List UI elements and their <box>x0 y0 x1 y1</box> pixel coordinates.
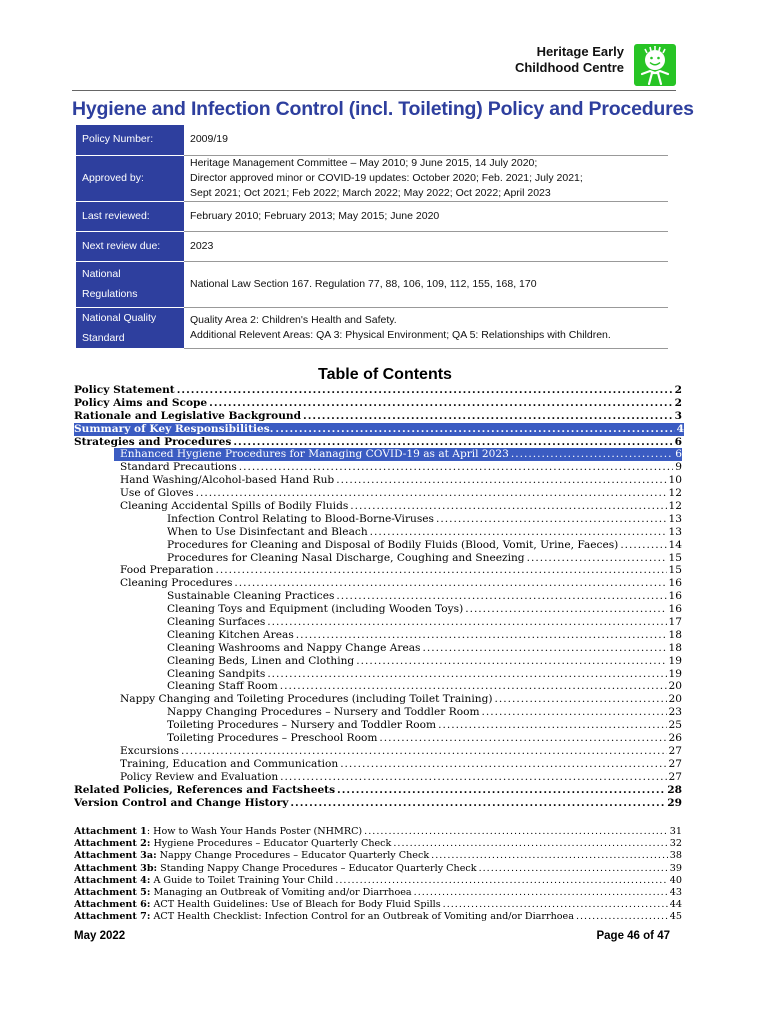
toc-entry-page: 29 <box>667 796 682 809</box>
toc-leader-dots <box>296 629 667 641</box>
attachment-text: ACT Health Checklist: Infection Control for an Outbreak of Vomiting and/or Diarrhoea <box>150 911 574 923</box>
info-value <box>184 231 668 261</box>
attachment-entry[interactable] <box>74 850 682 862</box>
attachment-page: 31 <box>669 826 682 837</box>
info-value <box>184 261 668 307</box>
attachment-page: 32 <box>669 838 682 850</box>
toc-entry-title: Related Policies, References and Factsheets <box>74 783 336 796</box>
attachments-list <box>74 826 682 924</box>
toc-entry-page: 19 <box>668 667 682 680</box>
toc-leader-dots <box>303 410 673 422</box>
attachment-entry[interactable] <box>74 863 682 875</box>
toc-entry-title: Training, Education and Communication <box>120 757 339 770</box>
info-row <box>76 155 668 201</box>
attachment-title <box>74 850 429 861</box>
toc-entry-title: When to Use Disinfectant and Bleach <box>167 525 368 538</box>
attachment-leader-dots <box>414 887 668 898</box>
attachment-leader-dots <box>431 850 668 861</box>
toc-entry[interactable] <box>74 680 682 693</box>
attachment-title <box>74 911 574 922</box>
attachment-leader-dots <box>443 899 668 910</box>
toc-entry-page: 27 <box>668 770 682 783</box>
info-row <box>76 231 668 261</box>
toc-leader-dots <box>422 642 666 654</box>
info-value-line: 2023 <box>190 239 214 252</box>
toc-entry-title: Cleaning Accidental Spills of Bodily Fluids <box>120 500 349 513</box>
toc-entry-page: 3 <box>674 409 682 422</box>
toc-entry-page: 18 <box>668 641 682 654</box>
toc-entry-page: 4 <box>676 422 684 435</box>
toc-entry-page: 2 <box>674 396 682 409</box>
toc-entry-title: Food Preparation <box>120 564 214 577</box>
toc-entry-page: 9 <box>675 461 682 474</box>
toc-leader-dots <box>233 436 672 448</box>
toc-entry-title: Standard Precautions <box>120 461 237 474</box>
info-row <box>76 125 668 155</box>
toc-entry[interactable] <box>74 758 682 771</box>
info-value-line: Sept 2021; Oct 2021; Feb 2022; March 2022; May 2022; Oct 2022; April 2023 <box>190 186 551 199</box>
attachment-page: 39 <box>669 862 682 874</box>
attachment-label: Attachment 6: <box>74 899 151 911</box>
attachment-page: 40 <box>669 874 682 886</box>
toc-entry[interactable] <box>74 642 682 655</box>
toc-entry[interactable] <box>74 513 682 526</box>
toc-entry-title: Summary of Key Responsibilities. <box>74 422 274 435</box>
toc-entry-title: Excursions <box>120 744 179 757</box>
toc-leader-dots <box>181 745 667 757</box>
attachment-label: Attachment 4: <box>74 874 151 886</box>
toc-leader-dots <box>234 577 666 589</box>
toc-leader-dots <box>267 616 666 628</box>
attachment-title <box>74 887 412 898</box>
info-value-line: Heritage Management Committee – May 2010; 9 June 2015, 14 July 2020; <box>190 156 538 169</box>
info-row <box>76 307 668 348</box>
header-divider <box>72 90 676 91</box>
toc-entry[interactable] <box>74 797 682 810</box>
attachment-label: Attachment 7: <box>74 911 151 923</box>
attachment-leader-dots <box>335 875 667 886</box>
toc-entry[interactable] <box>74 461 682 474</box>
attachment-label: Attachment 2: <box>74 838 151 850</box>
toc-entry-title: Cleaning Beds, Linen and Clothing <box>167 654 355 667</box>
toc-entry[interactable] <box>74 706 682 719</box>
attachment-text: A Guide to Toilet Training Your Child <box>150 874 334 886</box>
toc-leader-dots <box>511 448 673 460</box>
toc-heading: Table of Contents <box>318 366 452 383</box>
toc-entry-title: Hand Washing/Alcohol-based Hand Rub <box>120 474 335 487</box>
toc-entry[interactable] <box>74 719 682 732</box>
toc-entry-title: Strategies and Procedures <box>74 435 232 448</box>
info-value-line: Quality Area 2: Children's Health and Safety. <box>190 313 397 326</box>
toc-entry-page: 2 <box>674 384 682 396</box>
info-value <box>184 307 668 348</box>
attachment-text: Standing Nappy Change Procedures – Educator Quarterly Check <box>157 862 477 874</box>
attachment-page: 38 <box>669 850 682 862</box>
info-label-line: Last reviewed: <box>82 209 150 222</box>
toc-leader-dots <box>177 384 673 396</box>
attachment-entry[interactable] <box>74 875 682 887</box>
toc-entry-page: 16 <box>668 577 682 590</box>
toc-leader-dots <box>438 719 666 731</box>
org-name-line1: Heritage Early <box>536 44 624 59</box>
toc-entry[interactable] <box>74 410 682 423</box>
toc-entry-page: 13 <box>668 525 682 538</box>
toc-leader-dots <box>379 732 666 744</box>
toc-entry-title: Sustainable Cleaning Practices <box>167 590 335 603</box>
toc-entry[interactable] <box>74 745 682 758</box>
toc-entry[interactable] <box>74 693 682 706</box>
toc-entry[interactable] <box>74 436 682 449</box>
toc-entry[interactable] <box>74 500 682 513</box>
toc-entry-title: Policy Review and Evaluation <box>120 770 279 783</box>
toc-entry[interactable] <box>74 732 682 745</box>
footer-date: May 2022 <box>74 930 126 942</box>
info-row <box>76 201 668 231</box>
attachment-title <box>74 875 333 886</box>
toc-entry-title: Toileting Procedures – Nursery and Toddler Room <box>167 719 437 732</box>
toc-entry[interactable] <box>74 397 682 410</box>
toc-entry-page: 23 <box>668 706 682 719</box>
attachment-title <box>74 826 362 837</box>
info-label-line: Standard <box>82 331 125 344</box>
info-value-line: 2009/19 <box>190 133 228 146</box>
toc-leader-dots <box>290 797 665 809</box>
toc-entry-page: 10 <box>668 474 682 487</box>
attachment-leader-dots <box>364 826 668 837</box>
attachment-text: ACT Health Guidelines: Use of Bleach for Body Fluid Spills <box>150 899 441 911</box>
info-label-line: National Quality <box>82 311 157 324</box>
toc-entry-page: 25 <box>668 719 682 732</box>
toc-entry-page: 6 <box>674 435 682 448</box>
toc-leader-dots <box>356 655 666 667</box>
toc-leader-dots <box>465 603 666 615</box>
toc-entry[interactable] <box>114 448 682 461</box>
attachment-text: : How to Wash Your Hands Poster (NHMRC) <box>146 826 363 837</box>
toc-entry-title: Procedures for Cleaning Nasal Discharge, Coughing and Sneezing <box>167 551 525 564</box>
toc-entry-page: 27 <box>668 744 682 757</box>
toc-leader-dots <box>280 680 667 692</box>
toc-entry[interactable] <box>74 552 682 565</box>
toc-entry[interactable] <box>74 577 682 590</box>
toc-entry[interactable] <box>74 564 682 577</box>
toc-entry[interactable] <box>74 603 682 616</box>
toc-entry-title: Infection Control Relating to Blood-Borne-Viruses <box>167 512 434 525</box>
toc-entry[interactable] <box>74 771 682 784</box>
policy-info-table <box>76 125 668 349</box>
toc-entry-page: 13 <box>668 512 682 525</box>
page-title: Hygiene and Infection Control (incl. Toileting) Policy and Procedures <box>72 98 694 120</box>
info-label <box>76 125 184 155</box>
attachment-leader-dots <box>576 911 668 922</box>
toc-entry-title: Enhanced Hygiene Procedures for Managing COVID-19 as at April 2023 <box>120 448 509 461</box>
attachment-text: Managing an Outbreak of Vomiting and/or Diarrhoea <box>150 886 412 898</box>
toc-leader-dots <box>196 487 667 499</box>
toc-entry[interactable] <box>74 384 682 397</box>
toc-entry-title: Policy Aims and Scope <box>74 396 208 409</box>
toc-entry-title: Rationale and Legislative Background <box>74 409 302 422</box>
info-label <box>76 201 184 231</box>
toc-entry-page: 18 <box>668 628 682 641</box>
toc-entry[interactable] <box>74 539 682 552</box>
toc-leader-dots <box>267 668 666 680</box>
info-value-line: National Law Section 167. Regulation 77, 88, 106, 109, 112, 155, 168, 170 <box>190 277 537 290</box>
organisation-name <box>515 44 624 76</box>
toc-leader-dots <box>337 784 665 796</box>
info-label <box>76 307 184 348</box>
toc-entry-page: 26 <box>668 732 682 745</box>
attachment-entry[interactable] <box>74 838 682 850</box>
info-label-line: Approved by: <box>82 171 144 184</box>
attachment-title <box>74 838 391 849</box>
toc-leader-dots <box>209 397 672 409</box>
toc-entry[interactable] <box>74 668 682 681</box>
info-label <box>76 231 184 261</box>
attachment-page: 44 <box>669 899 682 911</box>
toc-leader-dots <box>340 758 666 770</box>
toc-entry-title: Cleaning Washrooms and Nappy Change Areas <box>167 641 421 654</box>
attachment-text: Nappy Change Procedures – Educator Quarterly Check <box>156 850 430 862</box>
info-label <box>76 261 184 307</box>
attachment-entry[interactable] <box>74 826 682 838</box>
toc-entry[interactable] <box>74 474 682 487</box>
attachment-text: Hygiene Procedures – Educator Quarterly Check <box>150 838 392 850</box>
toc-entry-title: Toileting Procedures – Preschool Room <box>167 732 378 745</box>
toc-entry-page: 12 <box>668 487 682 500</box>
toc-entry[interactable] <box>74 629 682 642</box>
attachment-title <box>74 899 441 910</box>
attachment-label: Attachment 3a: <box>74 850 157 862</box>
toc-leader-dots <box>336 474 666 486</box>
toc-entry-page: 14 <box>668 538 682 551</box>
toc-leader-dots <box>275 423 674 435</box>
toc-entry-page: 20 <box>668 680 682 693</box>
toc-entry-page: 27 <box>668 757 682 770</box>
attachment-label: Attachment 1 <box>74 826 147 837</box>
toc-entry-page: 12 <box>668 500 682 513</box>
toc-entry-page: 16 <box>668 590 682 603</box>
toc-entry-page: 17 <box>668 616 682 629</box>
toc-entry[interactable] <box>74 590 682 603</box>
toc-leader-dots <box>527 552 667 564</box>
info-value <box>184 155 668 201</box>
toc-leader-dots <box>336 590 666 602</box>
toc-entry-page: 15 <box>668 551 682 564</box>
info-row <box>76 261 668 307</box>
info-value-line: February 2010; February 2013; May 2015; June 2020 <box>190 209 440 222</box>
toc-entry-page: 15 <box>668 564 682 577</box>
toc-entry-page: 19 <box>668 654 682 667</box>
toc-leader-dots <box>620 539 666 551</box>
info-label-line: National <box>82 268 121 280</box>
attachment-label: Attachment 5: <box>74 886 151 898</box>
toc-entry-page: 6 <box>675 448 682 461</box>
toc-entry[interactable] <box>74 487 682 500</box>
toc-entry[interactable] <box>74 423 684 436</box>
toc-leader-dots <box>482 706 667 718</box>
toc-leader-dots <box>495 693 667 705</box>
attachment-label: Attachment 3b: <box>74 862 158 874</box>
info-value-line: Additional Relevent Areas: QA 3: Physical Environment; QA 5: Relationships with Children. <box>190 328 611 341</box>
table-of-contents <box>74 384 682 809</box>
toc-entry-title: Version Control and Change History <box>74 796 289 809</box>
attachment-entry[interactable] <box>74 899 682 911</box>
toc-leader-dots <box>370 526 667 538</box>
toc-leader-dots <box>350 500 666 512</box>
info-value-line: Director approved minor or COVID-19 updates: October 2020; Feb. 2021; July 2021; <box>190 171 583 184</box>
footer-page-number: Page 46 of 47 <box>596 930 670 942</box>
toc-leader-dots <box>239 461 673 473</box>
toc-entry-page: 28 <box>667 783 682 796</box>
attachment-page: 43 <box>669 886 682 898</box>
toc-leader-dots <box>280 771 666 783</box>
attachment-leader-dots <box>393 838 667 849</box>
toc-entry-title: Nappy Changing Procedures – Nursery and Toddler Room <box>167 706 480 719</box>
attachment-leader-dots <box>479 863 668 874</box>
toc-entry[interactable] <box>74 655 682 668</box>
info-label-line: Regulations <box>82 288 138 300</box>
toc-leader-dots <box>436 513 667 525</box>
toc-entry-title: Cleaning Staff Room <box>167 680 278 693</box>
attachment-page: 45 <box>669 911 682 923</box>
toc-leader-dots <box>215 564 666 576</box>
smiling-child-logo-icon <box>634 44 676 86</box>
toc-entry-page: 16 <box>668 603 682 616</box>
org-name-line2: Childhood Centre <box>514 60 624 75</box>
toc-entry-title: Cleaning Toys and Equipment (including Wooden Toys) <box>167 603 464 616</box>
toc-entry[interactable] <box>74 616 682 629</box>
info-value <box>184 201 668 231</box>
toc-entry-title: Procedures for Cleaning and Disposal of Bodily Fluids (Blood, Vomit, Urine, Faeces) <box>167 538 619 551</box>
toc-entry-title: Cleaning Surfaces <box>167 616 266 629</box>
attachment-entry[interactable] <box>74 887 682 899</box>
toc-entry-title: Cleaning Procedures <box>120 577 233 590</box>
info-label <box>76 155 184 201</box>
toc-entry-title: Cleaning Sandpits <box>167 667 266 680</box>
toc-entry-page: 20 <box>668 693 682 706</box>
info-label-line: Policy Number: <box>82 133 154 146</box>
toc-entry-title: Policy Statement <box>74 384 175 396</box>
toc-entry-title: Use of Gloves <box>120 487 194 500</box>
attachment-title <box>74 863 477 874</box>
info-value <box>184 125 668 155</box>
toc-entry[interactable] <box>74 526 682 539</box>
toc-entry-title: Cleaning Kitchen Areas <box>167 628 294 641</box>
attachment-entry[interactable] <box>74 911 682 923</box>
toc-entry[interactable] <box>74 784 682 797</box>
toc-entry-title: Nappy Changing and Toileting Procedures (including Toilet Training) <box>120 693 493 706</box>
info-label-line: Next review due: <box>82 239 161 252</box>
